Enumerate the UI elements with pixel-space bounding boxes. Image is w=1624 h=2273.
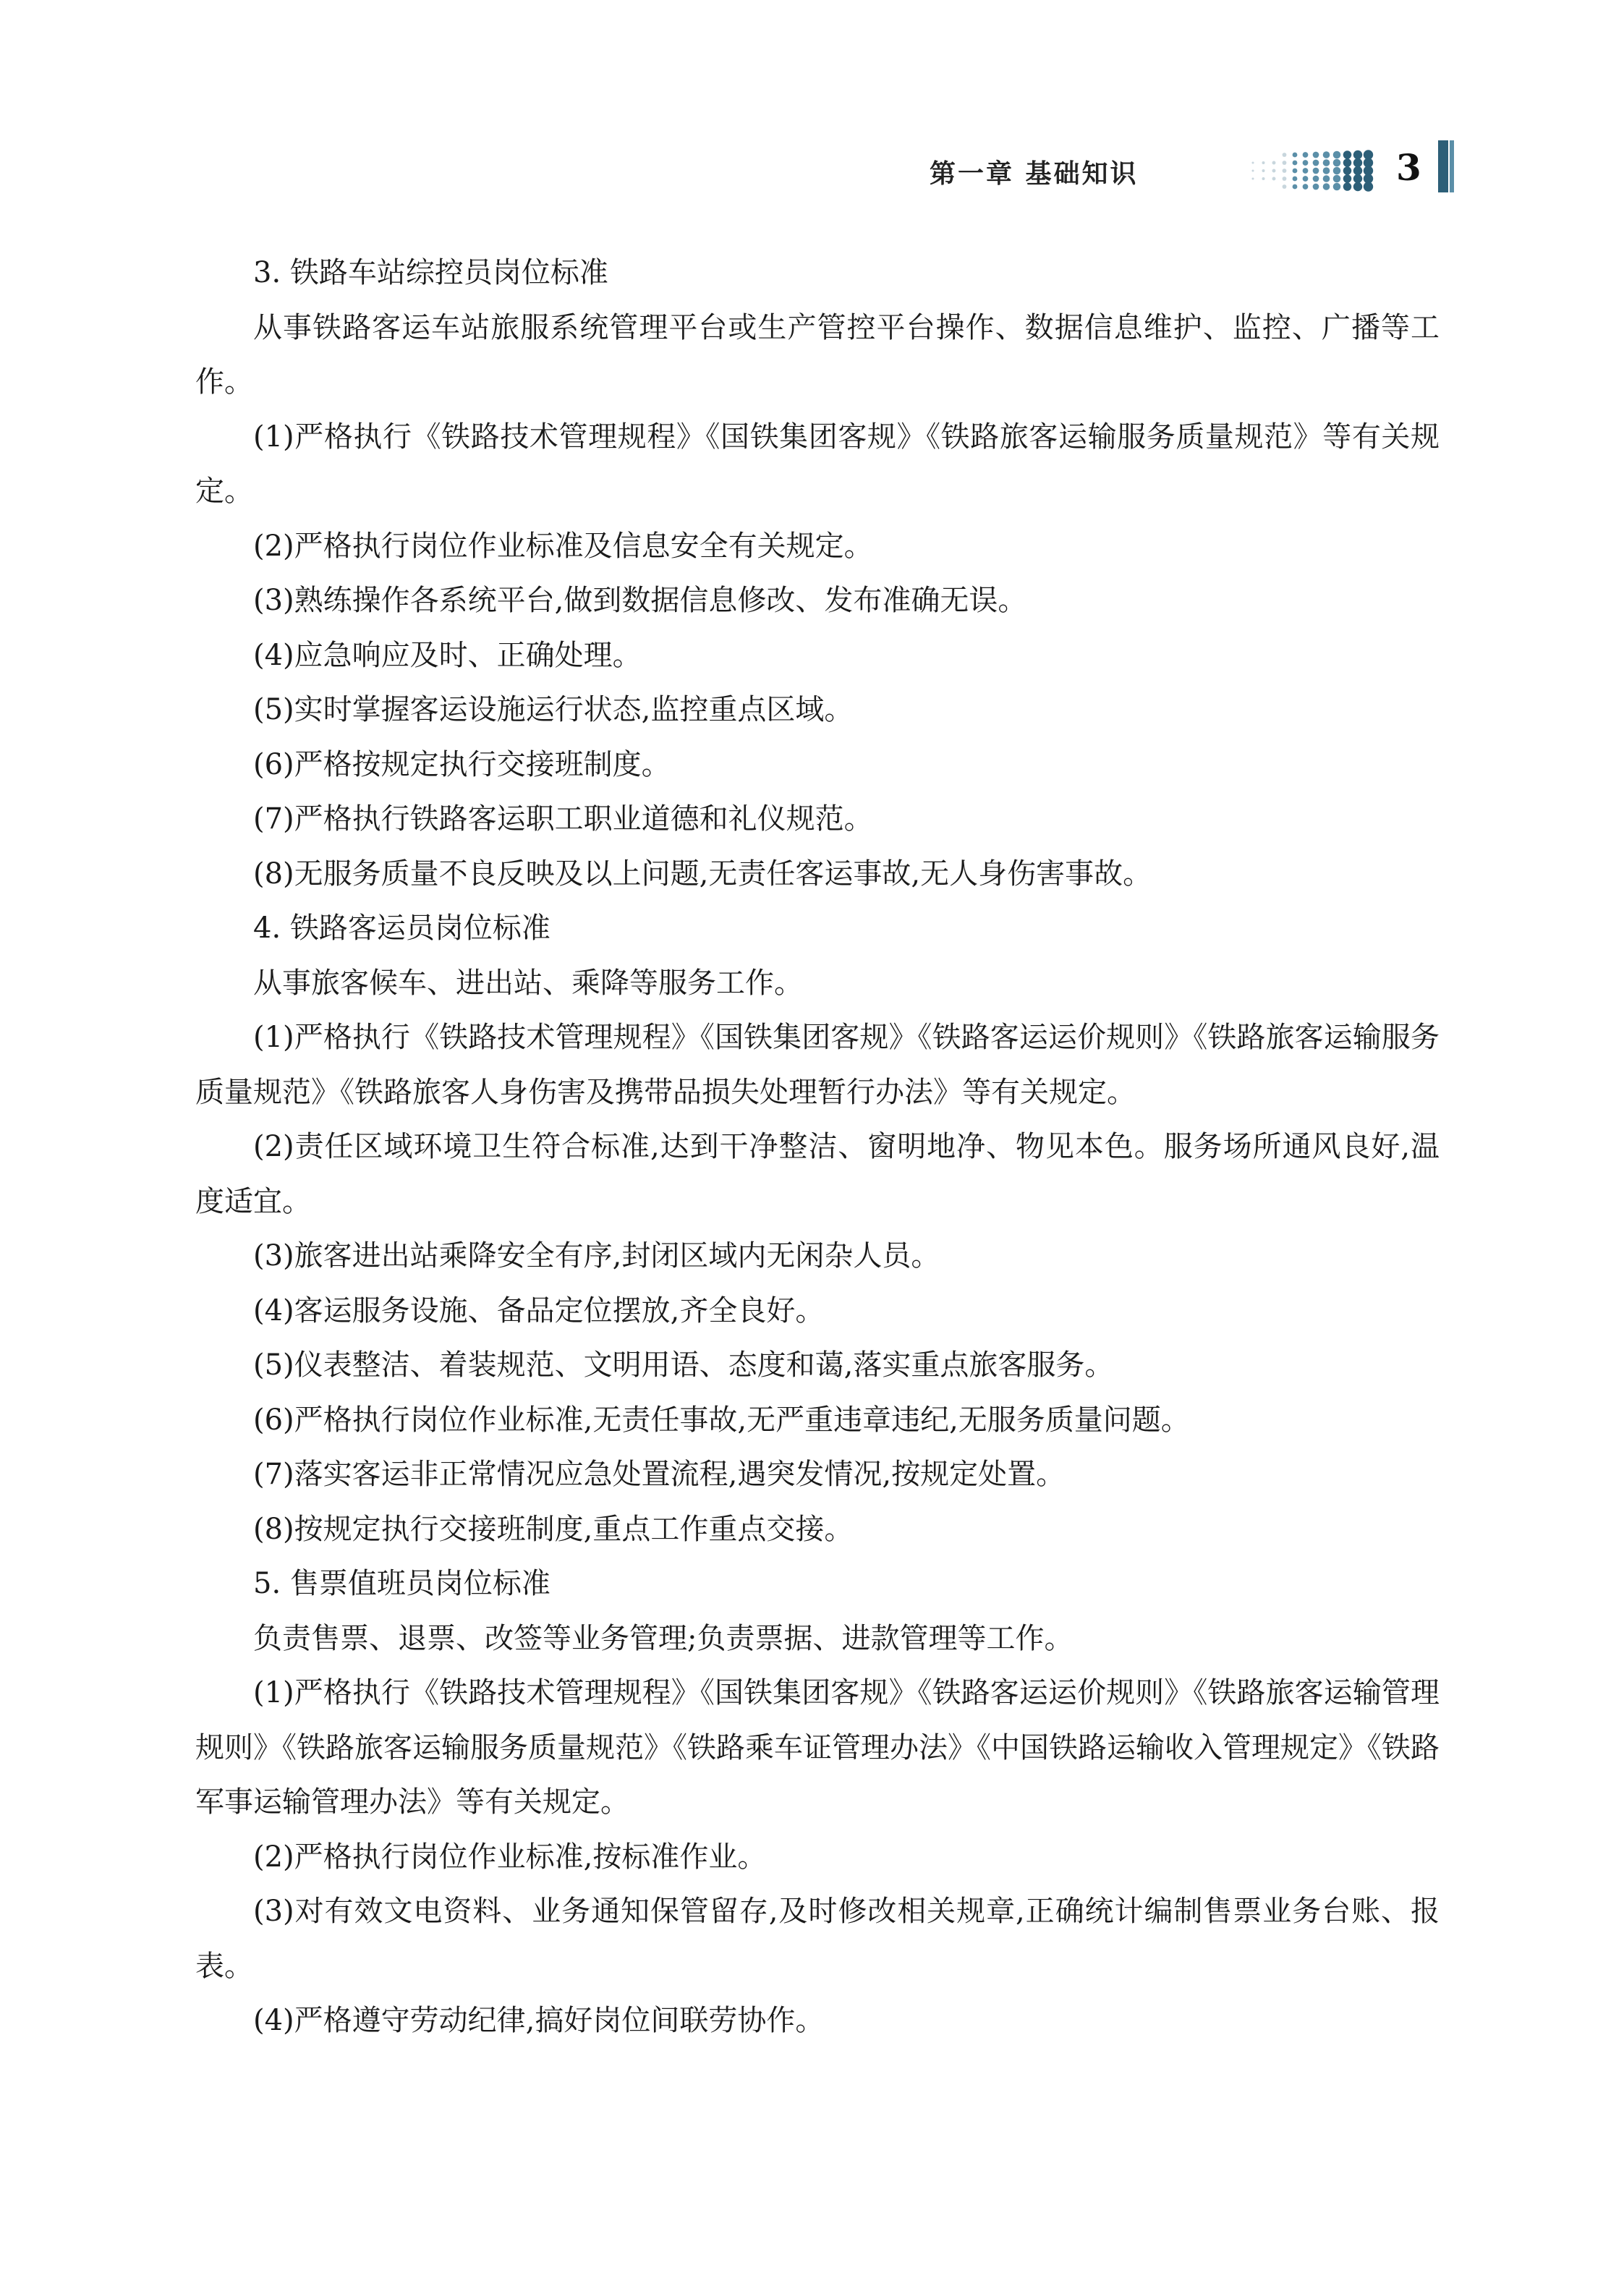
ornament-dot — [1353, 150, 1362, 159]
ornament-dot — [1303, 160, 1309, 166]
ornament-dot — [1283, 177, 1287, 181]
ornament-dot — [1293, 153, 1298, 158]
ornament-dot — [1303, 176, 1309, 182]
ornament-dot — [1283, 169, 1287, 173]
body-paragraph: (6)严格执行岗位作业标准,无责任事故,无严重违章违纪,无服务质量问题。 — [253, 1403, 1190, 1437]
body-paragraph: (4)应急响应及时、正确处理。 — [253, 638, 642, 672]
ornament-dot — [1252, 178, 1254, 180]
ornament-dot — [1283, 153, 1287, 157]
body-paragraph: (1)严格执行《铁路技术管理规程》《国铁集团客规》《铁路旅客运输服务质量规范》等有关规定。 — [195, 420, 1440, 508]
ornament-dot — [1313, 184, 1319, 190]
body-paragraph: 从事铁路客运车站旅服系统管理平台或生产管控平台操作、数据信息维护、监控、广播等工作。 — [195, 310, 1440, 399]
body-paragraph: (8)按规定执行交接班制度,重点工作重点交接。 — [253, 1512, 854, 1546]
ornament-dot — [1343, 166, 1352, 175]
ornament-dot — [1323, 167, 1330, 174]
body-paragraph: (3)对有效文电资料、业务通知保管留存,及时修改相关规章,正确统计编制售票业务台账、报表。 — [195, 1895, 1440, 1983]
page-body — [195, 246, 1440, 2049]
ornament-dot — [1283, 184, 1287, 189]
body-paragraph: (2)严格执行岗位作业标准,按标准作业。 — [253, 1840, 767, 1874]
ornament-dot — [1323, 151, 1330, 158]
body-paragraph: 3. 铁路车站综控员岗位标准 — [253, 256, 608, 289]
ornament-dot — [1333, 151, 1341, 159]
body-paragraph: (5)仪表整洁、着装规范、文明用语、态度和蔼,落实重点旅客服务。 — [253, 1348, 1114, 1382]
ornament-dot — [1272, 169, 1276, 173]
ornament-dot — [1313, 152, 1319, 158]
body-paragraph: (3)旅客进出站乘降安全有序,封闭区域内无闲杂人员。 — [253, 1239, 940, 1273]
ornament-dot — [1283, 161, 1287, 165]
ornament-dot — [1252, 162, 1254, 164]
body-paragraph: 5. 售票值班员岗位标准 — [253, 1567, 550, 1600]
accent-bar-dark — [1438, 140, 1448, 192]
ornament-dot — [1293, 184, 1298, 190]
body-paragraph: (1)严格执行《铁路技术管理规程》《国铁集团客规》《铁路客运运价规则》《铁路旅客运输管理规则》《铁路旅客运输服务质量规范》《铁路乘车证管理办法》《中国铁路运输收入管理规定》《铁路军事运输管理办法》等有关规定。 — [195, 1676, 1440, 1819]
ornament-dot — [1262, 161, 1265, 164]
ornament-dot — [1333, 183, 1341, 191]
body-paragraph: (2)严格执行岗位作业标准及信息安全有关规定。 — [253, 529, 873, 563]
ornament-dot — [1313, 168, 1319, 174]
running-header — [0, 146, 1624, 200]
ornament-dot — [1323, 175, 1330, 182]
body-paragraph: 从事旅客候车、进出站、乘降等服务工作。 — [253, 966, 803, 1000]
ornament-dot — [1293, 169, 1298, 174]
ornament-dot — [1364, 182, 1373, 191]
body-paragraph: (6)严格按规定执行交接班制度。 — [253, 747, 671, 781]
ornament-dot — [1343, 158, 1352, 167]
body-paragraph: (7)落实客运非正常情况应急处置流程,遇突发情况,按规定处置。 — [253, 1458, 1066, 1491]
ornament-dot — [1323, 183, 1330, 190]
body-paragraph: (4)客运服务设施、备品定位摆放,齐全良好。 — [253, 1293, 825, 1327]
body-paragraph: (4)严格遵守劳动纪律,搞好岗位间联劳协作。 — [253, 2004, 825, 2037]
ornament-dot — [1293, 161, 1298, 166]
ornament-dot — [1303, 152, 1309, 158]
ornament-dot — [1303, 184, 1309, 190]
accent-bar-light — [1450, 140, 1454, 192]
body-paragraph: 4. 铁路客运员岗位标准 — [253, 912, 550, 945]
body-paragraph: (2)责任区域环境卫生符合标准,达到干净整洁、窗明地净、物见本色。服务场所通风良好,温度适宜。 — [195, 1130, 1440, 1218]
ornament-dot — [1353, 182, 1362, 191]
header-accent-bar — [1438, 140, 1455, 192]
body-paragraph: 负责售票、退票、改签等业务管理;负责票据、进款管理等工作。 — [253, 1621, 1074, 1655]
chapter-title: 第一章 基础知识 — [930, 159, 1139, 189]
dot-gradient-ornament-icon — [1247, 149, 1377, 192]
ornament-dot — [1343, 150, 1352, 159]
ornament-dot — [1303, 168, 1309, 174]
ornament-dot — [1343, 174, 1352, 183]
ornament-dot — [1333, 175, 1341, 183]
ornament-dot — [1262, 177, 1265, 180]
ornament-dot — [1313, 160, 1319, 166]
ornament-dot — [1353, 158, 1362, 167]
ornament-dot — [1252, 170, 1254, 172]
body-paragraph: (8)无服务质量不良反映及以上问题,无责任客运事故,无人身伤害事故。 — [253, 857, 1152, 891]
ornament-dot — [1333, 167, 1341, 175]
body-paragraph: (1)严格执行《铁路技术管理规程》《国铁集团客规》《铁路客运运价规则》《铁路旅客运输服务质量规范》《铁路旅客人身伤害及携带品损失处理暂行办法》等有关规定。 — [195, 1021, 1440, 1109]
ornament-dot — [1272, 177, 1276, 181]
ornament-dot — [1272, 161, 1276, 165]
body-paragraph: (5)实时掌握客运设施运行状态,监控重点区域。 — [253, 693, 854, 726]
page-number: 3 — [1396, 146, 1421, 189]
ornament-dot — [1293, 177, 1298, 182]
ornament-dot — [1323, 159, 1330, 166]
ornament-dot — [1343, 182, 1352, 191]
body-paragraph: (7)严格执行铁路客运职工职业道德和礼仪规范。 — [253, 802, 873, 836]
ornament-dot — [1333, 159, 1341, 167]
body-paragraph: (3)熟练操作各系统平台,做到数据信息修改、发布准确无误。 — [253, 584, 1027, 617]
ornament-dot — [1262, 169, 1265, 172]
ornament-dot — [1313, 176, 1319, 182]
ornament-dot — [1353, 174, 1362, 183]
ornament-dot — [1353, 166, 1362, 175]
